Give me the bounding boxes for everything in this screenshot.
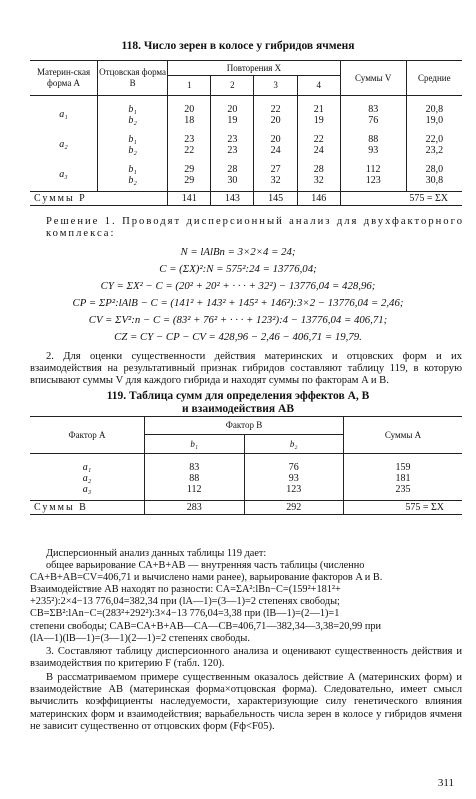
table-row: a₃ b₁ 29 28 27 28 112 28,0: [30, 164, 462, 175]
header-factor-b: Фактор В: [145, 417, 344, 435]
table-row: a₁ b₁ 20 20 22 21 83 20,8: [30, 104, 462, 115]
header-rep-3: 3: [254, 76, 297, 96]
table-row: a₂ b₁ 23 23 20 22 88 22,0: [30, 134, 462, 145]
formula-cv: CV = ΣV²:n − C = (83² + 76² + · · · + 123²):4 − 13776,04 = 406,71;: [88, 314, 388, 326]
paragraph-4: В рассматриваемом примере существенным оказалось действие A (материнских форм) и взаимодействие AB (материнская форма×отцовская форма). Следовательно, имеет смысл вычислить коэффициенты наследуемости, характеризующие силу генетического влияния материнских форм и взаимодействия; варьабельность числа зерен в колосе у гибридов ячменя не зависит существенно от отцовских форм (Fф<F05).: [30, 672, 462, 732]
solution-1: Решение 1. Проводят дисперсионный анализ для двухфакторного комплекса:: [46, 216, 464, 240]
table-row: a₁ 83 76 159: [30, 462, 462, 473]
formula-cz: CZ = CY − CP − CV = 428,96 − 2,46 − 406,71 = 19,79.: [114, 331, 362, 343]
table-row: a₃ 112 123 235: [30, 484, 462, 495]
totals-row: Суммы В 283 292 575 = ΣX: [30, 501, 462, 515]
table-119: [30, 416, 462, 515]
formula-c: C = (ΣX)²:N = 575²:24 = 13776,04;: [159, 263, 317, 275]
table-119-title-line1: 119. Таблица сумм для определения эффектов А, В: [106, 390, 370, 402]
table-row: b₂ 22 23 24 24 93 23,2: [30, 145, 462, 156]
page-number: 311: [437, 777, 454, 789]
header-b1: b₁: [145, 435, 245, 454]
header-rep-1: 1: [168, 76, 211, 96]
table-119-title-line2: и взаимодействия АВ: [181, 403, 295, 415]
header-means: Средние: [406, 61, 462, 96]
table-row: b₂ 29 30 32 32 123 30,8: [30, 175, 462, 186]
header-repeats: Повторения X: [168, 61, 341, 76]
totals-row: Суммы P 141 143 145 146 575 = ΣX: [30, 192, 462, 206]
paragraph-3: 3. Составляют таблицу дисперсионного анализа и оценивают существенность действия и взаимодействия по критерию F (табл. 120).: [30, 646, 462, 670]
formula-cp: CP = ΣP²:lAlB − C = (141² + 143² + 145² + 146²):3×2 − 13776,04 = 2,46;: [72, 297, 404, 309]
header-rep-2: 2: [211, 76, 254, 96]
paragraph-2: 2. Для оценки существенности действия материнских и отцовских форм и их взаимодействия на результативный признак гибридов составляют таблицу 119, в которую вписывают суммы V для каждого гибрида и находят суммы по факторам A и B.: [30, 351, 462, 387]
header-sums-v: Суммы V: [340, 61, 406, 96]
formula-cy: CY = ΣX² − C = (20² + 20² + · · · + 32²) − 13776,04 = 428,96;: [100, 280, 376, 292]
dispersion-analysis-text: Дисперсионный анализ данных таблицы 119 дает: общее варьирование CA+B+AB — внутренняя часть таблицы (численно CA+B+AB=CV=406,71 и вычислено нами ранее), варьирование факторов A и B. Взаимодействие AB находят по разности: CA=ΣA²:lBn−C=(159²+181²+ +235²):2×4−13 776,04=382,34 при (lA—1)=(3—1)=2 степенях свободы; CB=ΣB²:lAn−C=(283²+292²):3×4−13 776,04=3,38 при (lB—1)=(2—1)=1 степени свободы; CAB=CA+B+AB—CA—CB=406,71—382,34—3,38=20,99 при (lA—1)(lB—1)=(3—1)(2—1)=2 степенях свободы.: [30, 548, 383, 644]
header-mother: Материн-ская форма А: [30, 61, 98, 96]
table-row: a₂ 88 93 181: [30, 473, 462, 484]
header-father: Отцовская форма В: [98, 61, 168, 96]
header-sums-a: Суммы А: [344, 417, 463, 454]
header-b2: b₂: [244, 435, 344, 454]
table-row: b₂ 18 19 20 19 76 19,0: [30, 115, 462, 126]
header-rep-4: 4: [297, 76, 340, 96]
table-118: [30, 60, 462, 206]
table-118-title: 118. Число зерен в колосе у гибридов ячменя: [121, 40, 355, 52]
header-factor-a: Фактор А: [30, 417, 145, 454]
formula-n: N = lAlBn = 3×2×4 = 24;: [180, 246, 296, 258]
